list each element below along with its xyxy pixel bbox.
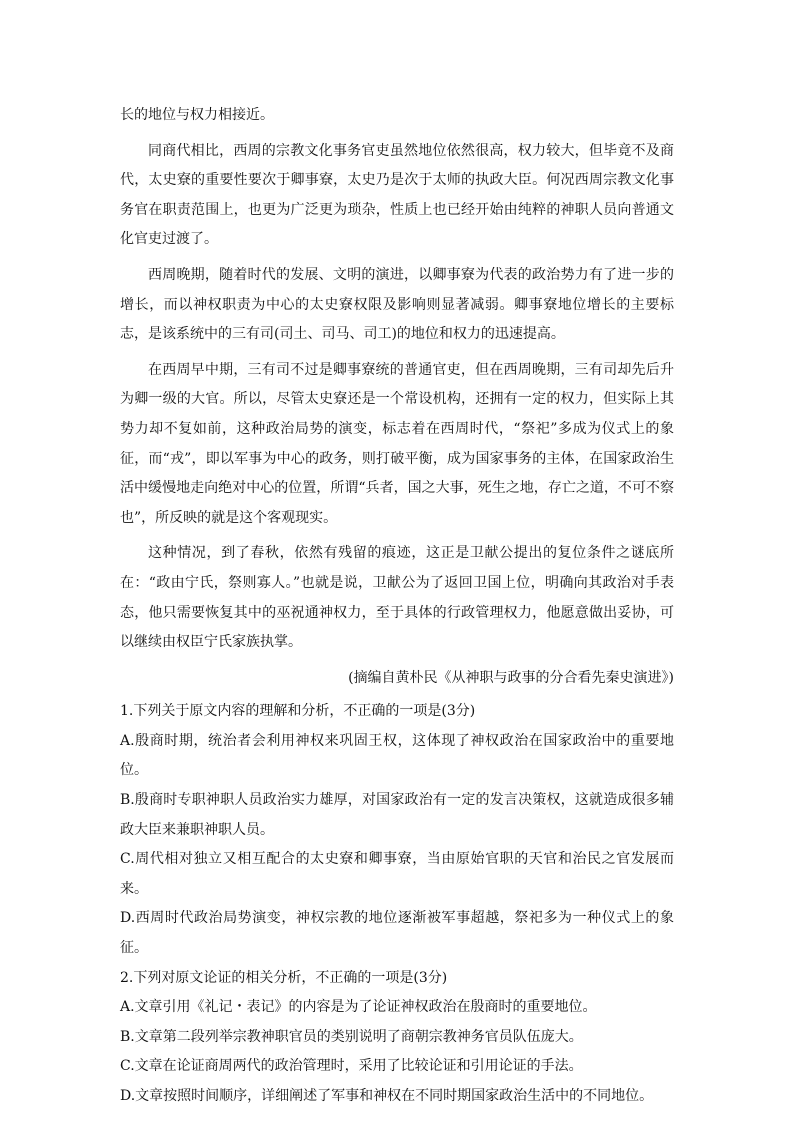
question-stem: 2.下列对原文论证的相关分析，不正确的一项是(3分) [120, 969, 448, 986]
option-b: B.文章第二段列举宗教神职官员的类别说明了商朝宗教神务官员队伍庞大。 [120, 1028, 583, 1045]
paragraph-late-western-zhou: 西周晚期，随着时代的发展、文明的演进，以卿事寮为代表的政治势力有了进一步的增长，而以神权职责为中心的太史寮权限及影响则显著减弱。卿事寮地位增长的主要标志，是该系统中的三有司(司土、司马、司工)的地位和权力的迅速提高。 [120, 266, 674, 343]
paragraph-zhou-vs-shang: 同商代相比，西周的宗教文化事务官吏虽然地位依然很高，权力较大，但毕竟不及商代，太史寮的重要性要次于卿事寮，太史乃是次于太师的执政大臣。何况西周宗教文化事务官在职责范围上，也更为广泛更为琐杂，性质上也已经开始由纯粹的神职人员向普通文化官吏过渡了。 [120, 142, 674, 248]
source-citation: (摘编自黄朴民《从神职与政事的分合看先秦史演进》) [348, 669, 674, 686]
option-a: A.文章引用《礼记・表记》的内容是为了论证神权政治在殷商时的重要地位。 [120, 999, 597, 1016]
question-2 [120, 964, 674, 1112]
paragraph-spring-autumn: 这种情况，到了春秋，依然有残留的痕迹，这正是卫献公提出的复位条件之谜底所在：“政由宁氏，祭则寡人。”也就是说，卫献公为了返回卫国上位，明确向其政治对手表态，他只需要恢复其中的巫祝通神权力，至于具体的行政管理权力，他愿意做出妥协，可以继续由权臣宁氏家族执掌。 [120, 545, 674, 651]
option-a: A.殷商时期，统治者会利用神权来巩固王权，这体现了神权政治在国家政治中的重要地位。 [120, 732, 674, 779]
option-b: B.殷商时专职神职人员政治实力雄厚，对国家政治有一定的发言决策权，这就造成很多辅政大臣来兼职神职人员。 [120, 792, 674, 838]
question-1 [120, 697, 674, 963]
option-d: D.文章按照时间顺序，详细阐述了军事和神权在不同时期国家政治生活中的不同地位。 [120, 1088, 654, 1104]
paragraph-continued: 长的地位与权力相接近。 [120, 107, 274, 123]
option-c: C.文章在论证商周两代的政治管理时，采用了比较论证和引用论证的手法。 [120, 1058, 583, 1075]
option-c: C.周代相对独立又相互配合的太史寮和卿事寮，当由原始官职的天官和治民之官发展而来。 [120, 851, 674, 897]
paragraph-three-officials: 在西周早中期，三有司不过是卿事寮统的普通官吏，但在西周晚期，三有司却先后升为卿一级的大官。所以，尽管太史寮还是一个常设机构，还拥有一定的权力，但实际上其势力却不复如前，这种政治局势的演变，标志着在西周时代，“祭祀”多成为仪式上的象征，而“戎”，即以军事为中心的政务，则打破平衡，成为国家事务的主体，在国家政治生活中缓慢地走向绝对中心的位置，所谓“兵者，国之大事，死生之地，存亡之道，不可不察也”，所反映的就是这个客观现实。 [120, 361, 674, 526]
option-d: D.西周时代政治局势演变，神权宗教的地位逐渐被军事超越，祭祀多为一种仪式上的象征。 [120, 910, 674, 957]
question-stem: 1.下列关于原文内容的理解和分析，不正确的一项是(3分) [120, 703, 476, 720]
document-body [120, 101, 674, 1112]
